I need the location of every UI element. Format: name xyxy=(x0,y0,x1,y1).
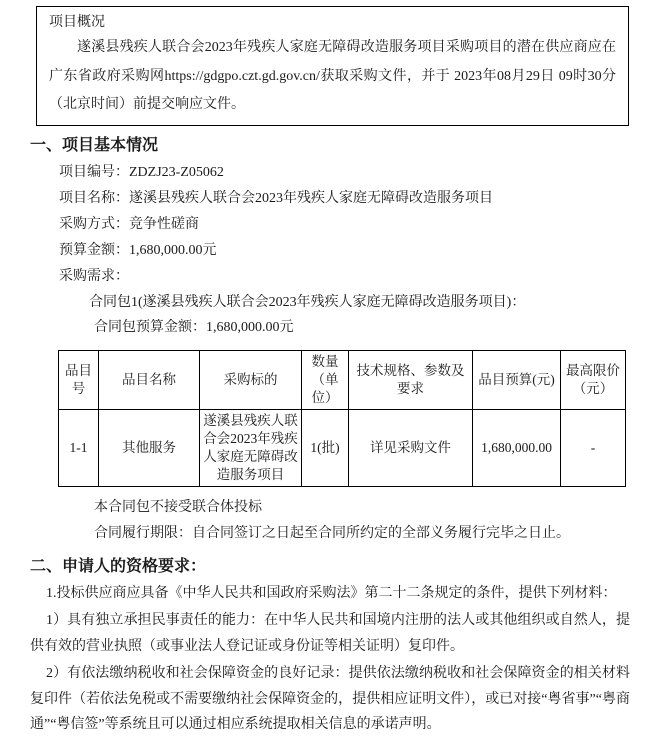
field-label: 采购需求： xyxy=(59,268,129,284)
cell-item-no: 1-1 xyxy=(59,409,99,486)
field-budget-amount xyxy=(30,238,630,264)
col-header-item-no: 品目号 xyxy=(59,350,99,409)
contract-package-line: 合同包1(遂溪县残疾人联合会2023年残疾人家庭无障碍改造服务项目)： xyxy=(89,294,526,310)
cell-subject: 遂溪县残疾人联合会2023年残疾人家庭无障碍改造服务项目 xyxy=(200,409,302,486)
overview-text-after-url: 获取采购文件，并于 2023年08月29日 09时30分（北京时间）前提交响应文件。 xyxy=(49,68,617,112)
project-fields xyxy=(30,160,630,340)
cell-budget: 1,680,000.00 xyxy=(473,409,561,486)
field-value: ZDZJ23-Z05062 xyxy=(129,164,224,180)
cell-max-price: - xyxy=(561,409,626,486)
note-no-consortium: 本合同包不接受联合体投标 xyxy=(94,499,262,515)
field-project-name xyxy=(30,186,630,212)
note-performance-period: 合同履行期限：自合同签订之日起至合同所约定的全部义务履行完毕之日止。 xyxy=(94,525,570,541)
project-overview-box xyxy=(36,6,629,126)
section2-heading: 二、申请人的资格要求： xyxy=(30,557,207,575)
col-header-item-name: 品目名称 xyxy=(99,350,200,409)
field-label: 预算金额： xyxy=(59,242,129,258)
contract-notes xyxy=(30,495,630,547)
field-procurement-method xyxy=(30,212,630,238)
overview-title: 项目概况 xyxy=(49,15,105,30)
col-header-max-price: 最高限价（元） xyxy=(561,350,626,409)
col-header-spec: 技术规格、参数及要求 xyxy=(349,350,473,409)
field-value: 遂溪县残疾人联合会2023年残疾人家庭无障碍改造服务项目 xyxy=(129,190,493,206)
table-header-row xyxy=(59,350,626,409)
cell-item-name: 其他服务 xyxy=(99,409,200,486)
cell-spec: 详见采购文件 xyxy=(349,409,473,486)
table-row xyxy=(59,409,626,486)
overview-paragraph xyxy=(49,34,616,120)
requirement-item-2-paragraph: 2）有依法缴纳税收和社会保障资金的良好记录：提供依法缴纳税收和社会保障资金的相关材料复印件（若依法免税或不需要缴纳社会保障资金的，提供相应证明文件），或已对接“粤省事”“粤商通”“粤信签”等系统且可以通过相应系统提取相关信息的承诺声明。 xyxy=(30,666,630,732)
field-label: 项目名称： xyxy=(59,190,129,206)
procurement-site-url: https://gdgpo.czt.gd.gov.cn/ xyxy=(164,68,320,84)
overview-text-before-url: 遂溪县残疾人联合会2023年残疾人家庭无障碍改造服务项目采购项目的潜在供应商应在广东省政府采购网 xyxy=(49,40,616,84)
field-label: 项目编号： xyxy=(59,164,129,180)
procurement-items-table xyxy=(58,350,626,487)
field-value: 1,680,000.00元 xyxy=(129,242,217,258)
requirement-item-1-paragraph: 1）具有独立承担民事责任的能力：在中华人民共和国境内注册的法人或其他组织或自然人，提供有效的营业执照（或事业法人登记证或身份证等相关证明）复印件。 xyxy=(30,613,630,654)
cell-quantity: 1(批) xyxy=(302,409,349,486)
section1-heading: 一、项目基本情况 xyxy=(30,136,159,154)
field-procurement-demand xyxy=(30,264,630,290)
col-header-subject: 采购标的 xyxy=(200,350,302,409)
requirement-intro-paragraph: 1.投标供应商应具备《中华人民共和国政府采购法》第二十二条规定的条件，提供下列材料： xyxy=(46,585,617,601)
col-header-budget: 品目预算(元) xyxy=(473,350,561,409)
field-project-number xyxy=(30,160,630,186)
col-header-quantity: 数量（单位） xyxy=(302,350,349,409)
table-header xyxy=(59,350,626,409)
contract-package-budget-line: 合同包预算金额：1,680,000.00元 xyxy=(94,319,294,335)
field-label: 采购方式： xyxy=(59,216,129,232)
field-value: 竞争性磋商 xyxy=(129,216,199,232)
